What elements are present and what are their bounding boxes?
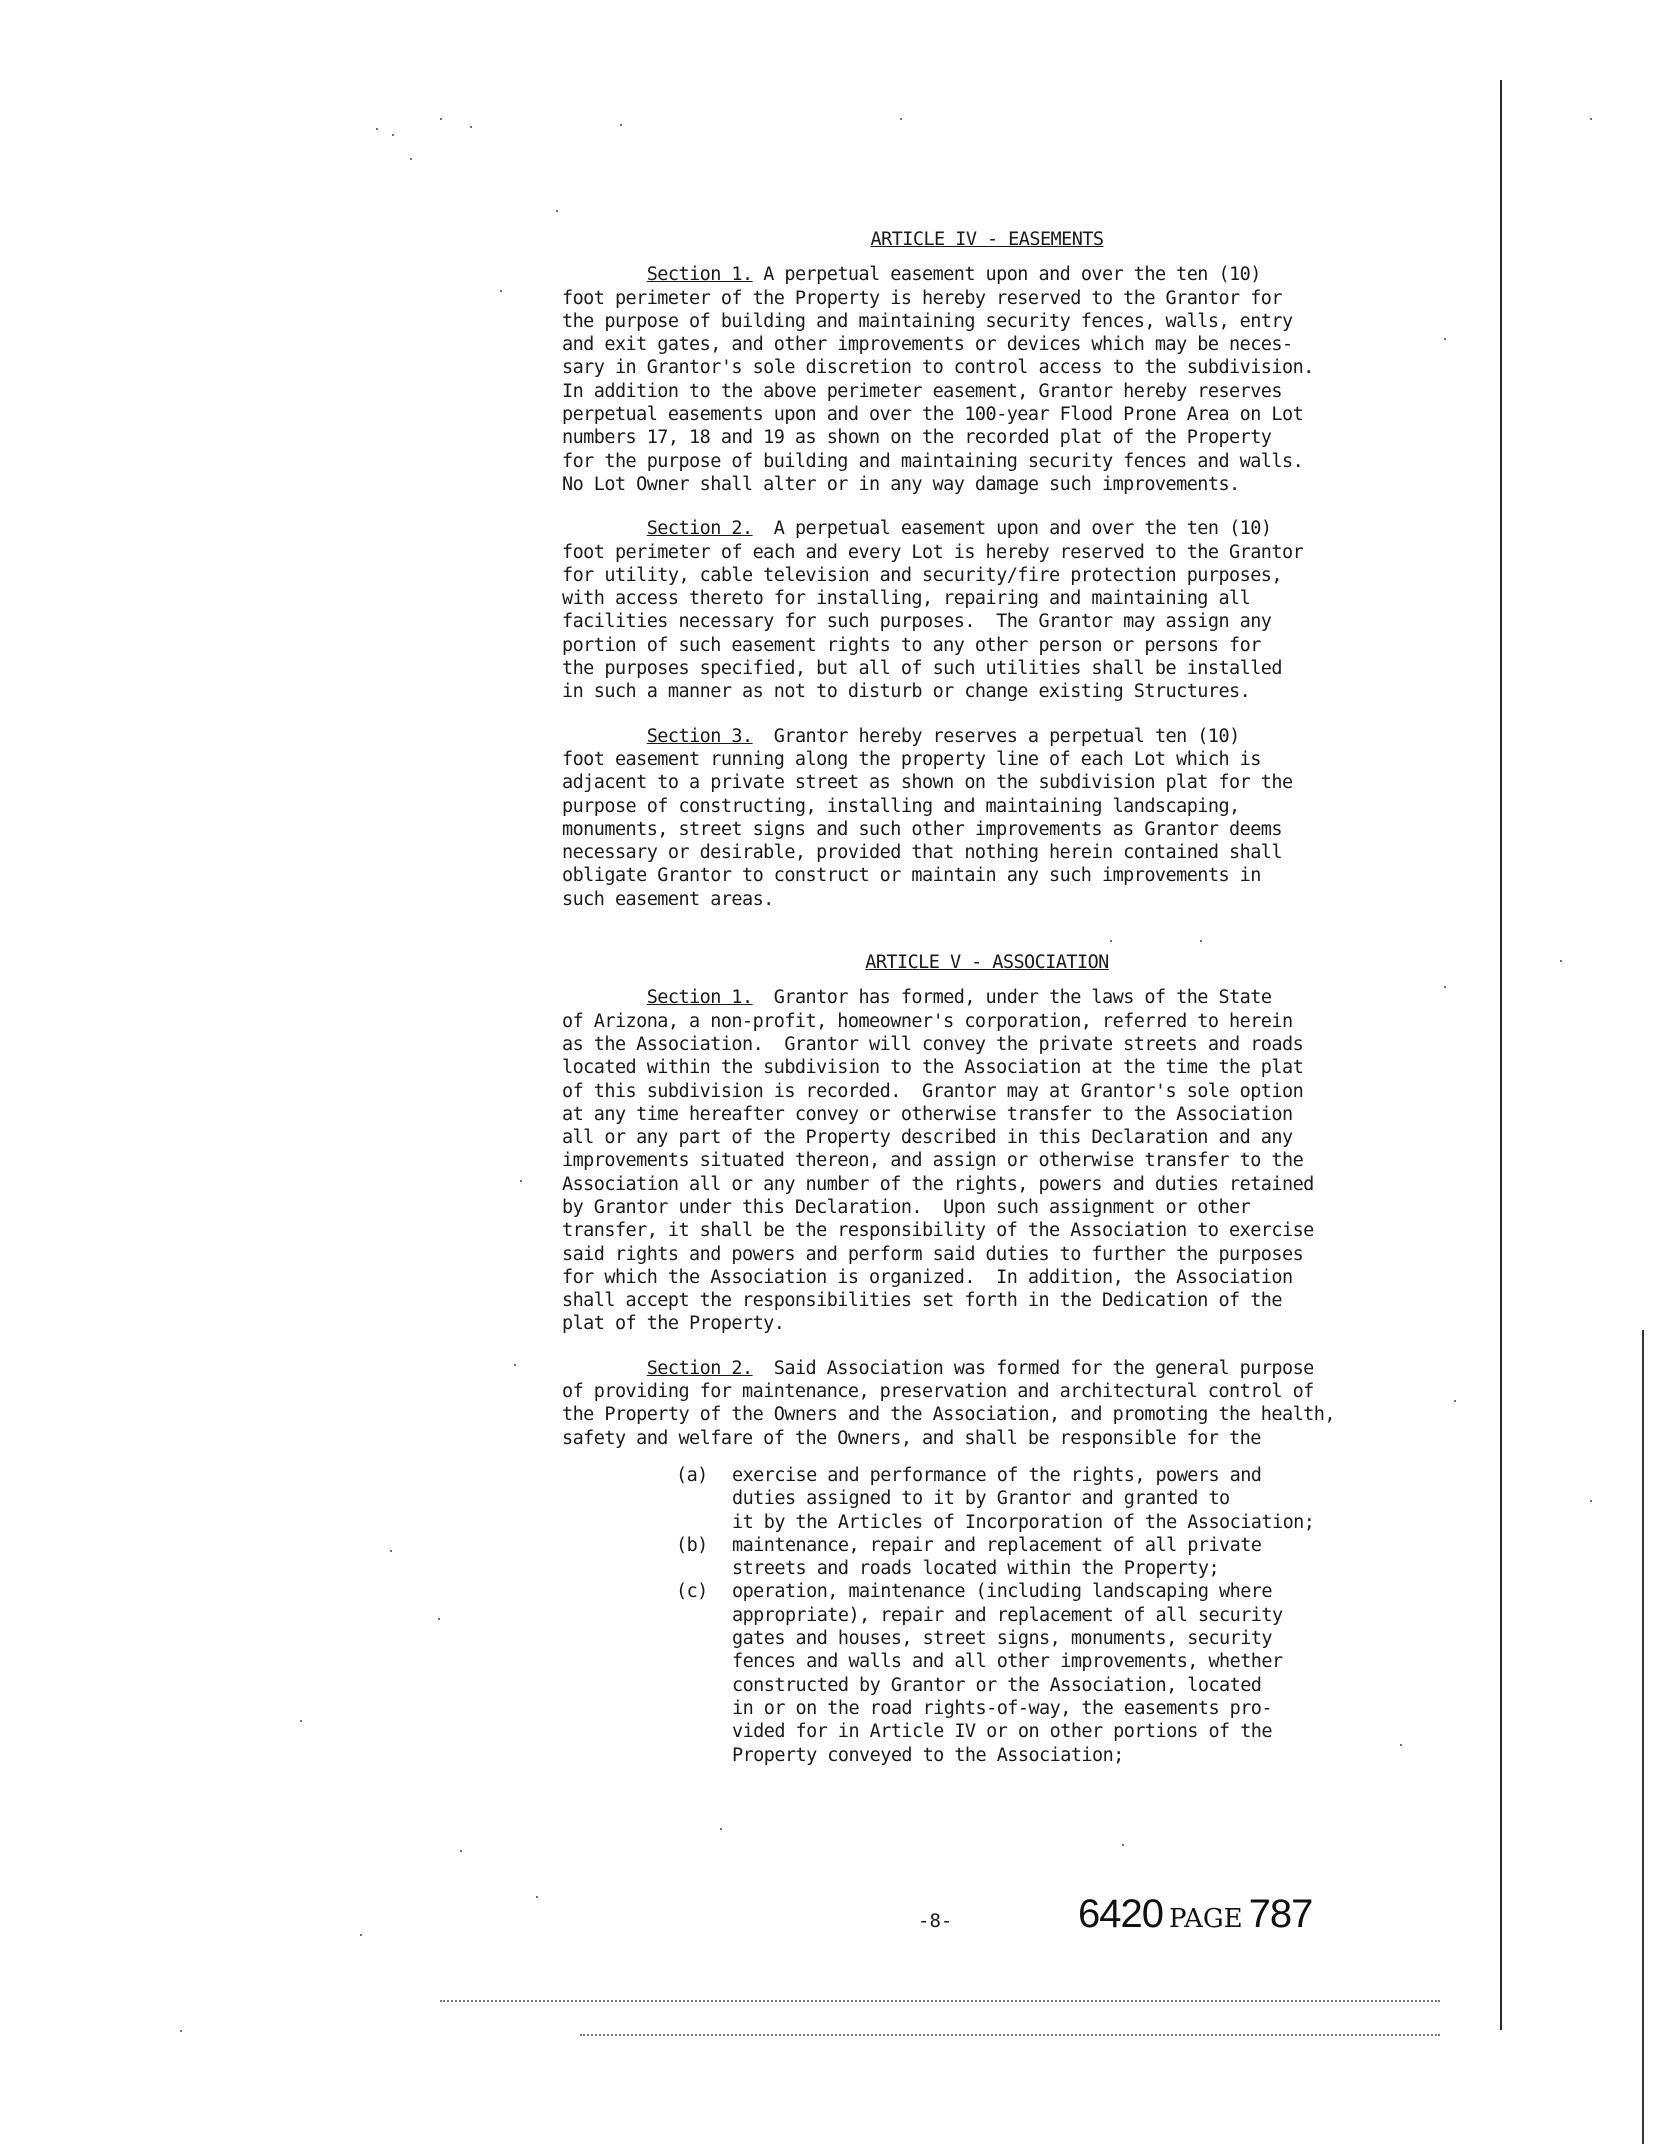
article-4-section-1 xyxy=(562,263,1412,496)
section-label: Section 2. xyxy=(646,1357,753,1379)
book-page-label: PAGE xyxy=(1168,1904,1243,1934)
right-margin-rule xyxy=(1500,80,1502,2030)
recording-stamp xyxy=(1078,1892,1312,1937)
section-text: A perpetual easement upon and over the ten (10) foot perimeter of the Property is hereby reserved to the Grantor for the purpose of building and maintaining security fences, walls, entry and exit gates, and other improvements or devices which may be neces- sary in Grantor's sole discretion to control access to the subdivision. In addition to the above perimeter easement, Grantor hereby reserves perpetual easements upon and over the 100-year Flood Prone Area on Lot numbers 17, 18 and 19 as shown on the recorded plat of the Property for the purpose of building and maintaining security fences and walls. No Lot Owner shall alter or in any way damage such improvements. xyxy=(562,264,1314,495)
document-body xyxy=(562,228,1412,1767)
list-item xyxy=(562,1534,1412,1581)
scan-speck xyxy=(1122,1844,1124,1846)
section-text: Grantor hereby reserves a perpetual ten (10) foot easement running along the property line of each Lot which is adjacent to a private street as shown on the subdivision plat for the purpose of constructing, installing and maintaining landscaping, monuments, street signs and such other improvements as Grantor deems necessary or desirable, provided that nothing herein contained shall obligate Grantor to construct or maintain any such improvements in such easement areas. xyxy=(562,725,1293,910)
scan-speck xyxy=(392,134,394,136)
list-item-marker: (b) xyxy=(676,1534,708,1556)
scan-speck xyxy=(360,1934,362,1936)
section-label: Section 3. xyxy=(646,725,753,747)
list-item xyxy=(562,1580,1412,1766)
scan-speck xyxy=(438,1618,440,1620)
section-text: Grantor has formed, under the laws of the State of Arizona, a non-profit, homeowner's corporation, referred to herein as the Association. Grantor will convey the private streets and roads located within the subdivision to the Association at the time the plat of this subdivision is recorded. Grantor may at Grantor's sole option at any time hereafter convey or otherwise transfer to the Association all or any part of the Property described in this Declaration and any improvements situated thereon, and assign or otherwise transfer to the Association all or any number of the rights, powers and duties retained by Grantor under this Declaration. Upon such assignment or other transfer, it shall be the responsibility of the Association to exercise said rights and powers and perform said duties to further the purposes for which the Association is organized. In addition, the Association shall accept the responsibilities set forth in the Dedication of the plat of the Property. xyxy=(562,987,1314,1335)
section-text: A perpetual easement upon and over the ten (10) foot perimeter of each and every Lot is hereby reserved to the Grantor for utility, cable television and security/fire protection purposes, with access thereto for installing, repairing and maintaining all facilities necessary for such purposes. The Grantor may assign any portion of such easement rights to any other person or persons for the purposes specified, but all of such utilities shall be installed in such a manner as not to disturb or change existing Structures. xyxy=(562,518,1304,703)
scan-speck xyxy=(1590,118,1592,120)
scan-speck xyxy=(900,118,902,120)
responsibility-list xyxy=(562,1464,1412,1767)
section-label: Section 1. xyxy=(646,264,753,286)
article-4-section-2 xyxy=(562,517,1412,703)
scan-noise-row xyxy=(580,2034,1440,2038)
scan-speck xyxy=(470,126,472,128)
scan-speck xyxy=(720,1828,722,1830)
scan-speck xyxy=(1444,986,1446,988)
scan-speck xyxy=(500,290,502,292)
article-5-section-1 xyxy=(562,986,1412,1335)
edge-margin-rule xyxy=(1642,1330,1644,2144)
scan-speck xyxy=(620,124,622,126)
article-4-section-3 xyxy=(562,725,1412,911)
scan-speck xyxy=(1454,1400,1456,1402)
article-4-title: ARTICLE IV - EASEMENTS xyxy=(870,229,1104,250)
scan-speck xyxy=(536,1896,538,1898)
scan-noise-row xyxy=(440,2000,1440,2004)
list-item xyxy=(562,1464,1412,1534)
list-item-text: operation, maintenance (including landscaping where appropriate), repair and replacement of all security gates and houses, street signs, monuments, security fences and walls and all other improvements, whether constructed by Grantor or the Association, located in or on the road rights-of-way, the easements pro- vided for in Article IV or on other portions of the Property conveyed to the Association; xyxy=(732,1581,1283,1766)
scan-speck xyxy=(1444,338,1446,340)
scan-speck xyxy=(520,1180,522,1182)
scan-speck xyxy=(1560,960,1562,962)
scan-speck xyxy=(180,2030,182,2032)
scan-speck xyxy=(1590,1500,1592,1502)
article-5-title: ARTICLE V - ASSOCIATION xyxy=(865,952,1109,974)
list-item-marker: (c) xyxy=(676,1581,708,1603)
list-item-text: maintenance, repair and replacement of all private streets and roads located within the Property; xyxy=(732,1534,1262,1580)
scan-speck xyxy=(514,1364,516,1366)
scan-speck xyxy=(440,118,442,120)
list-item-marker: (a) xyxy=(676,1464,708,1486)
scan-speck xyxy=(410,158,412,160)
list-item-text: exercise and performance of the rights, powers and duties assigned to it by Grantor and granted to it by the Articles of Incorporation of the Association; xyxy=(732,1464,1315,1533)
book-number: 6420 xyxy=(1078,1892,1163,1936)
page-number: -8- xyxy=(918,1910,953,1932)
scan-speck xyxy=(300,1720,302,1722)
section-label: Section 2. xyxy=(646,518,753,540)
scan-speck xyxy=(556,210,558,212)
scan-speck xyxy=(390,1550,392,1552)
scan-speck xyxy=(376,128,378,130)
scan-speck xyxy=(460,1850,462,1852)
section-label: Section 1. xyxy=(646,987,753,1009)
book-page-number: 787 xyxy=(1248,1892,1313,1936)
article-5-section-2 xyxy=(562,1357,1412,1450)
section-text: Said Association was formed for the general purpose of providing for maintenance, preservation and architectural control of the Property of the Owners and the Association, and promoting the health, safety and welfare of the Owners, and shall be responsible for the xyxy=(562,1357,1335,1449)
